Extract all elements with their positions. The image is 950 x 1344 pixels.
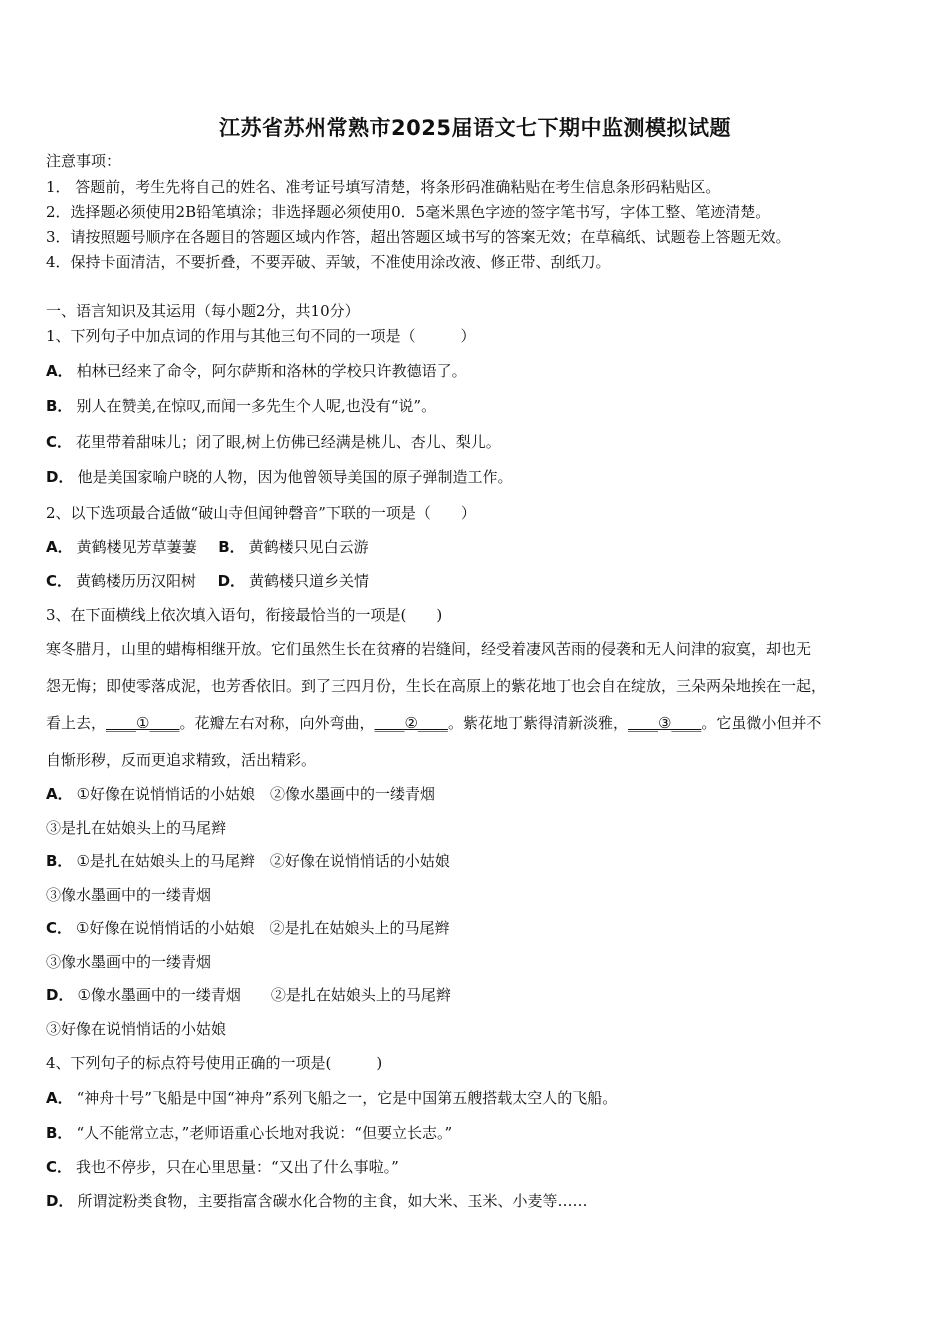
option-label: B． [46, 1124, 73, 1142]
q3-passage-line-3 [46, 713, 914, 733]
q1-option-a [46, 361, 914, 381]
notice-item-1: 1． 答题前，考生先将自己的姓名、准考证号填写清楚，将条形码准确粘贴在考生信息条形码粘贴区。 [46, 178, 721, 196]
q4-option-c [46, 1157, 914, 1177]
option-text: 我也不停步，只在心里思量：“又出了什么事啦。” [76, 1158, 399, 1176]
option-text: 柏林已经来了命令，阿尔萨斯和洛林的学校只许教德语了。 [76, 362, 467, 380]
option-label: D． [46, 1192, 74, 1210]
q2-stem: 2、以下选项最合适做“破山寺但闻钟磬音”下联的一项是（ ） [46, 504, 476, 522]
option-text: “神舟十号”飞船是中国“神舟”系列飞船之一，它是中国第五艘搭载太空人的飞船。 [76, 1089, 618, 1107]
notice-heading: 注意事项： [46, 152, 122, 170]
q4-stem: 4、下列句子的标点符号使用正确的一项是( ) [46, 1054, 383, 1072]
option-text: 黄鹤楼只见白云游 [248, 538, 369, 556]
page-title: 江苏省苏州常熟市2025届语文七下期中监测模拟试题 [219, 116, 731, 140]
q3-passage-line-4: 自惭形秽，反而更追求精致，活出精彩。 [46, 751, 317, 769]
option-text: ①是扎在姑娘头上的马尾辫 ②好像在说悄悄话的小姑娘 [76, 852, 450, 870]
option-label: B． [46, 397, 73, 415]
q1-option-c [46, 432, 914, 452]
option-label: C． [46, 433, 73, 451]
option-label: B． [218, 538, 245, 556]
q3-option-b-cont: ③像水墨画中的一缕青烟 [46, 886, 212, 904]
option-label: D． [217, 572, 246, 590]
q1-option-d [46, 467, 914, 487]
passage-text: 看上去， [46, 714, 107, 732]
option-text: 黄鹤楼见芳草萋萋 [76, 538, 197, 556]
option-text: 黄鹤楼只道乡关情 [249, 572, 370, 590]
option-text: 黄鹤楼历历汉阳树 [76, 572, 197, 590]
option-label: C． [46, 1158, 73, 1176]
option-text: “人不能常立志，”老师语重心长地对我说：“但要立长志。” [76, 1124, 453, 1142]
option-label: B． [46, 852, 73, 870]
q3-option-c [46, 918, 914, 938]
option-label: A． [46, 785, 73, 803]
q3-passage-line-2: 怨无悔；即使零落成泥，也芳香依旧。到了三四月份，生长在高原上的紫花地丁也会自在绽放，三朵两朵地挨在一起， [46, 677, 827, 695]
q3-option-d [46, 985, 914, 1005]
option-text: 别人在赞美,在惊叹,而闻一多先生个人呢,也没有“说”。 [76, 397, 437, 415]
q2-options-row-1 [46, 537, 914, 557]
q3-option-b [46, 851, 914, 871]
option-text: ①好像在说悄悄话的小姑娘 ②是扎在姑娘头上的马尾辫 [76, 919, 450, 937]
option-text: 花里带着甜味儿；闭了眼,树上仿佛已经满是桃儿、杏儿、梨儿。 [76, 433, 501, 451]
q4-option-a [46, 1088, 914, 1108]
option-label: C． [46, 919, 73, 937]
q3-option-a-cont: ③是扎在姑娘头上的马尾辫 [46, 819, 227, 837]
q3-option-d-cont: ③好像在说悄悄话的小姑娘 [46, 1020, 227, 1038]
passage-text: 。花瓣左右对称，向外弯曲， [179, 714, 375, 732]
q1-option-b [46, 396, 914, 416]
option-text: ①像水墨画中的一缕青烟 ②是扎在姑娘头上的马尾辫 [77, 986, 451, 1004]
q4-option-b [46, 1123, 914, 1143]
q2-options-row-2 [46, 571, 914, 591]
notice-item-4: 4．保持卡面清洁，不要折叠，不要弄破、弄皱，不准使用涂改液、修正带、刮纸刀。 [46, 253, 611, 271]
passage-text: 。它虽微小但并不 [701, 714, 822, 732]
blank-1: ____①____ [106, 714, 180, 732]
option-label: A． [46, 538, 73, 556]
q3-passage-line-1: 寒冬腊月，山里的蜡梅相继开放。它们虽然生长在贫瘠的岩缝间，经受着凄风苦雨的侵袭和无人问津的寂寞，却也无 [46, 640, 812, 658]
option-label: A． [46, 362, 73, 380]
option-text: 所谓淀粉类食物，主要指富含碳水化合物的主食，如大米、玉米、小麦等…… [77, 1192, 588, 1210]
q3-option-c-cont: ③像水墨画中的一缕青烟 [46, 953, 212, 971]
option-text: ①好像在说悄悄话的小姑娘 ②像水墨画中的一缕青烟 [76, 785, 436, 803]
section-heading: 一、语言知识及其运用（每小题2分，共10分） [46, 302, 360, 320]
option-label: C． [46, 572, 73, 590]
blank-2: ____②____ [374, 714, 448, 732]
option-label: D． [46, 468, 74, 486]
notice-item-3: 3．请按照题号顺序在各题目的答题区域内作答，超出答题区域书写的答案无效；在草稿纸、试题卷上答题无效。 [46, 228, 791, 246]
option-label: D． [46, 986, 74, 1004]
q4-option-d [46, 1191, 914, 1211]
notice-item-2: 2．选择题必须使用2B铅笔填涂；非选择题必须使用0．5毫米黑色字迹的签字笔书写，字体工整、笔迹清楚。 [46, 203, 771, 221]
q3-option-a [46, 784, 914, 804]
blank-3: ____③____ [627, 714, 702, 732]
passage-text: 。紫花地丁紫得清新淡雅， [447, 714, 628, 732]
q3-stem: 3、在下面横线上依次填入语句，衔接最恰当的一项是( ) [46, 606, 443, 624]
option-label: A． [46, 1089, 73, 1107]
q1-stem: 1、下列句子中加点词的作用与其他三句不同的一项是（ ） [46, 327, 476, 345]
option-text: 他是美国家喻户晓的人物，因为他曾领导美国的原子弹制造工作。 [77, 468, 513, 486]
